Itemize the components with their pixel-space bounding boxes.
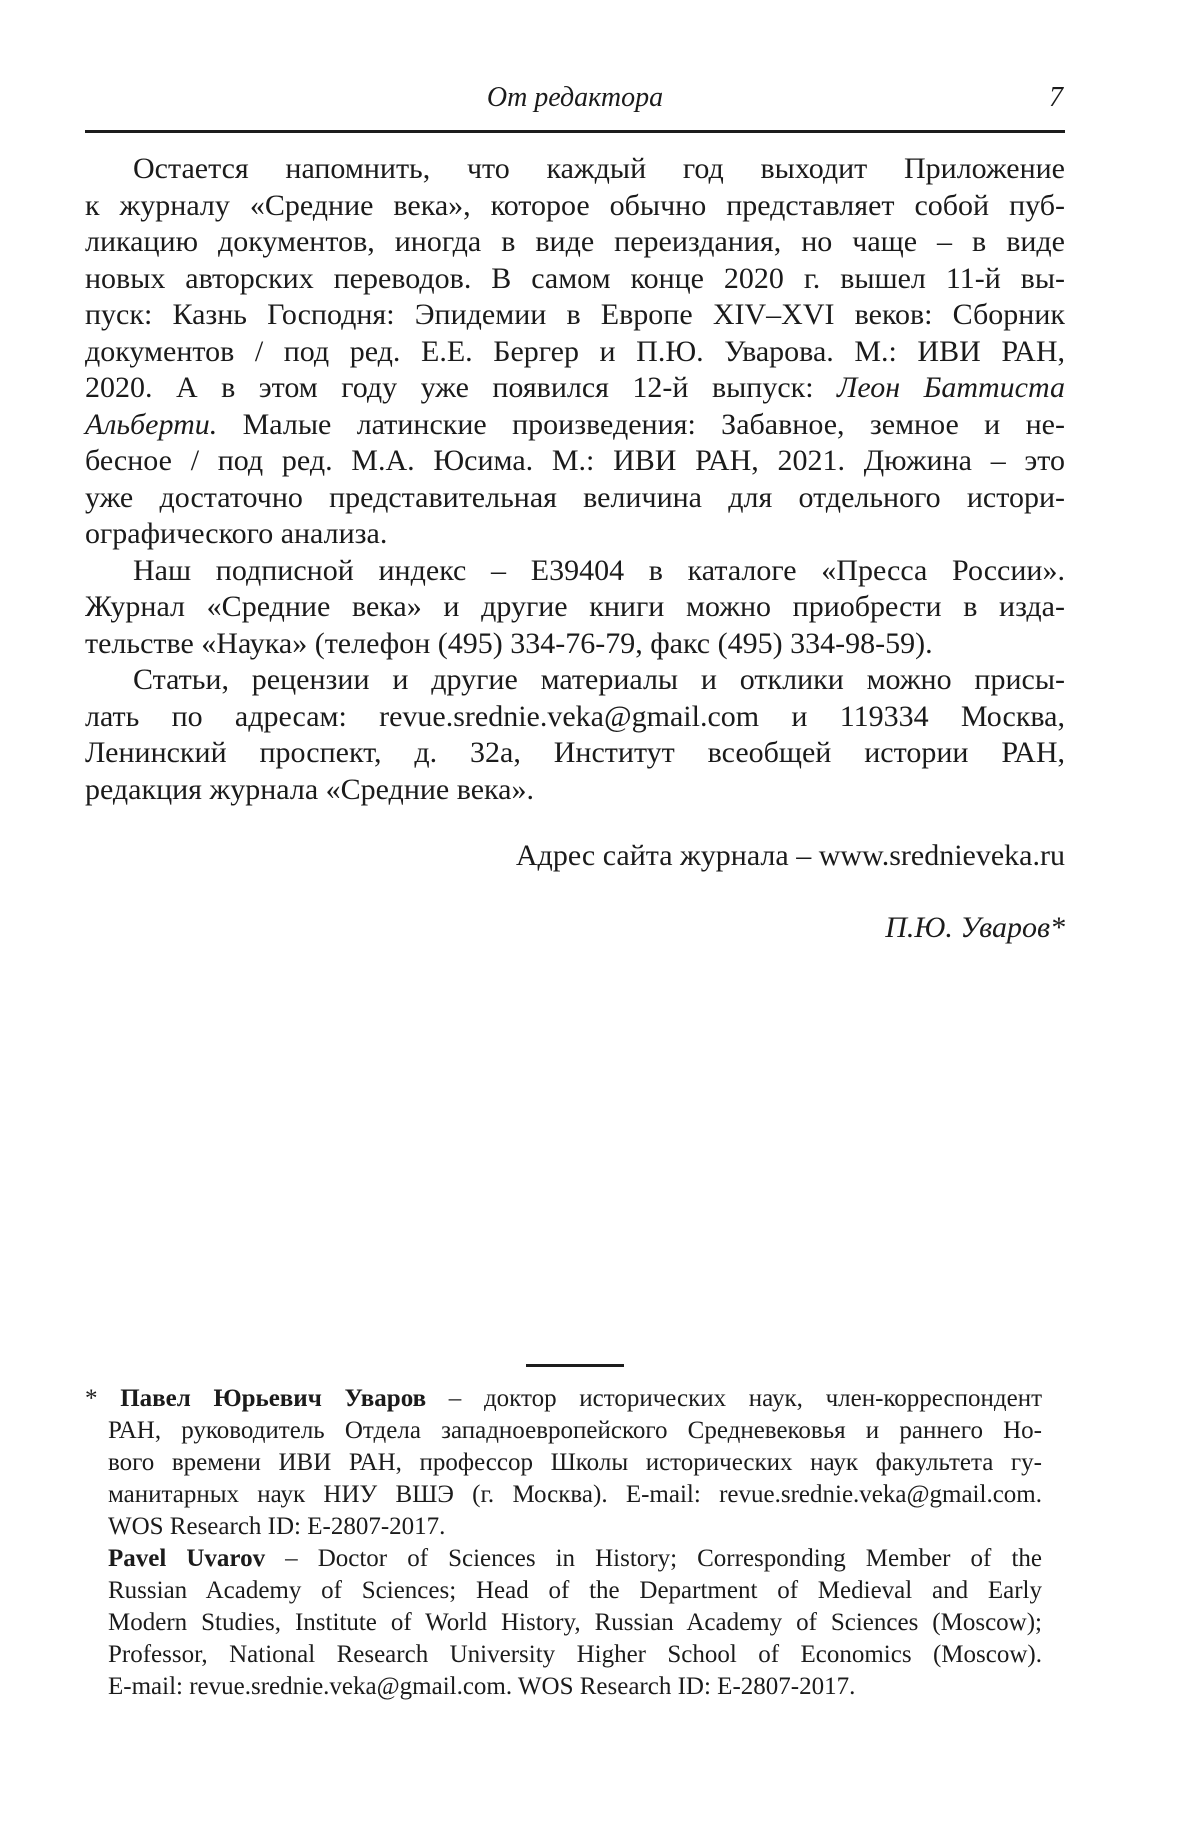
text-line (85, 589, 1065, 626)
author-signature: П.Ю. Уваров* (885, 911, 1065, 944)
text-run: лать по адресам: revue.srednie.veka@gmail.com и 119334 Москва, (85, 699, 1065, 733)
text-line (85, 370, 1065, 407)
paragraph (85, 1383, 1043, 1543)
bold-text-run: Павел Юрьевич Уваров (120, 1385, 427, 1412)
italic-text-run: Леон Баттиста (837, 371, 1065, 404)
text-line (85, 261, 1065, 298)
text-line (85, 516, 1065, 553)
text-run: вого времени ИВИ РАН, профессор Школы исторических наук факультета гу- (108, 1449, 1042, 1476)
text-run: – доктор исторических наук, член-корреспондент (426, 1385, 1043, 1412)
paragraph (108, 1543, 1042, 1703)
text-line (108, 1671, 1042, 1703)
text-run: 2020. А в этом году уже появился 12-й выпуск: (85, 371, 838, 404)
text-line (85, 480, 1065, 517)
text-run: тельстве «Наука» (телефон (495) 334-76-79, факс (495) 334-98-59). (85, 626, 933, 660)
paragraph (85, 151, 1065, 553)
text-run: Остается напомнить, что каждый год выходит Приложение (133, 152, 1065, 185)
text-line (85, 626, 1065, 663)
text-line (85, 1383, 1043, 1415)
text-run: бесное / под ред. М.А. Юсима. М.: ИВИ РАН, 2021. Дюжина – это (85, 444, 1065, 477)
text-run: Ленинский проспект, д. 32а, Институт всеобщей истории РАН, (85, 736, 1065, 769)
text-line (85, 662, 1065, 699)
text-line (85, 224, 1065, 261)
text-run: манитарных наук НИУ ВШЭ (г. Москва). E-mail: revue.srednie.veka@gmail.com. (108, 1481, 1042, 1508)
text-run: Russian Academy of Sciences; Head of the Department of Medieval and Early (108, 1577, 1042, 1604)
text-run: новых авторских переводов. В самом конце 2020 г. вышел 11-й вы- (85, 261, 1065, 295)
text-run: Журнал «Средние века» и другие книги можно приобрести в изда- (85, 590, 1065, 623)
bold-text-run: Pavel Uvarov (108, 1545, 266, 1572)
footnote (85, 1383, 1042, 1703)
paragraph (85, 662, 1065, 808)
text-line (108, 1543, 1042, 1575)
text-run: ографического анализа. (85, 517, 388, 550)
italic-text-run: Альберти. (85, 407, 218, 441)
text-line (85, 772, 1065, 809)
text-line (85, 735, 1065, 772)
text-line (108, 1415, 1042, 1447)
text-run: – Doctor of Sciences in History; Corresponding Member of the (265, 1545, 1042, 1572)
body-text (85, 151, 1065, 808)
running-head (85, 82, 1065, 114)
text-line (108, 1639, 1042, 1671)
text-run: Professor, National Research University Higher School of Economics (Moscow). (108, 1641, 1042, 1668)
text-line (108, 1447, 1042, 1479)
text-run: пуск: Казнь Господня: Эпидемии в Европе XIV–XVI веков: Сборник (85, 298, 1065, 331)
text-line (85, 188, 1065, 225)
header-rule (85, 130, 1065, 133)
text-line (108, 1607, 1042, 1639)
text-line (85, 553, 1065, 590)
text-line (85, 407, 1065, 444)
text-run: Статьи, рецензии и другие материалы и отклики можно присы- (133, 663, 1065, 696)
text-line (85, 443, 1065, 480)
text-line (85, 151, 1065, 188)
text-run: уже достаточно представительная величина для отдельного истори- (85, 480, 1065, 514)
page-number: 7 (1049, 82, 1063, 113)
text-line (108, 1511, 1042, 1543)
text-line (85, 699, 1065, 736)
page-content (85, 82, 1065, 1703)
text-run: E-mail: revue.srednie.veka@gmail.com. WOS Research ID: E-2807-2017. (108, 1673, 856, 1700)
site-address-line: Адрес сайта журнала – www.srednieveka.ru (515, 839, 1065, 872)
text-run: РАН, руководитель Отдела западноевропейского Средневековья и раннего Но- (108, 1417, 1042, 1444)
text-run: документов / под ред. Е.Е. Бергер и П.Ю. Уварова. М.: ИВИ РАН, (85, 334, 1065, 368)
text-line (108, 1479, 1042, 1511)
text-run: Наш подписной индекс – Е39404 в каталоге «Пресса России». (133, 553, 1065, 587)
text-line (85, 334, 1065, 371)
text-run: ликацию документов, иногда в виде переиздания, но чаще – в виде (85, 225, 1065, 258)
text-run: к журналу «Средние века», которое обычно представляет собой пуб- (85, 188, 1065, 222)
text-run: Малые латинские произведения: Забавное, земное и не- (217, 407, 1065, 441)
text-line (85, 297, 1065, 334)
paragraph (85, 553, 1065, 663)
text-line (108, 1575, 1042, 1607)
running-head-title: От редактора (486, 82, 664, 113)
footnote-separator-rule (526, 1364, 624, 1367)
text-run: WOS Research ID: E-2807-2017. (108, 1513, 446, 1540)
text-run: Modern Studies, Institute of World History, Russian Academy of Sciences (Moscow); (108, 1609, 1042, 1636)
text-run: * (85, 1385, 121, 1412)
text-run: редакция журнала «Средние века». (85, 772, 534, 806)
